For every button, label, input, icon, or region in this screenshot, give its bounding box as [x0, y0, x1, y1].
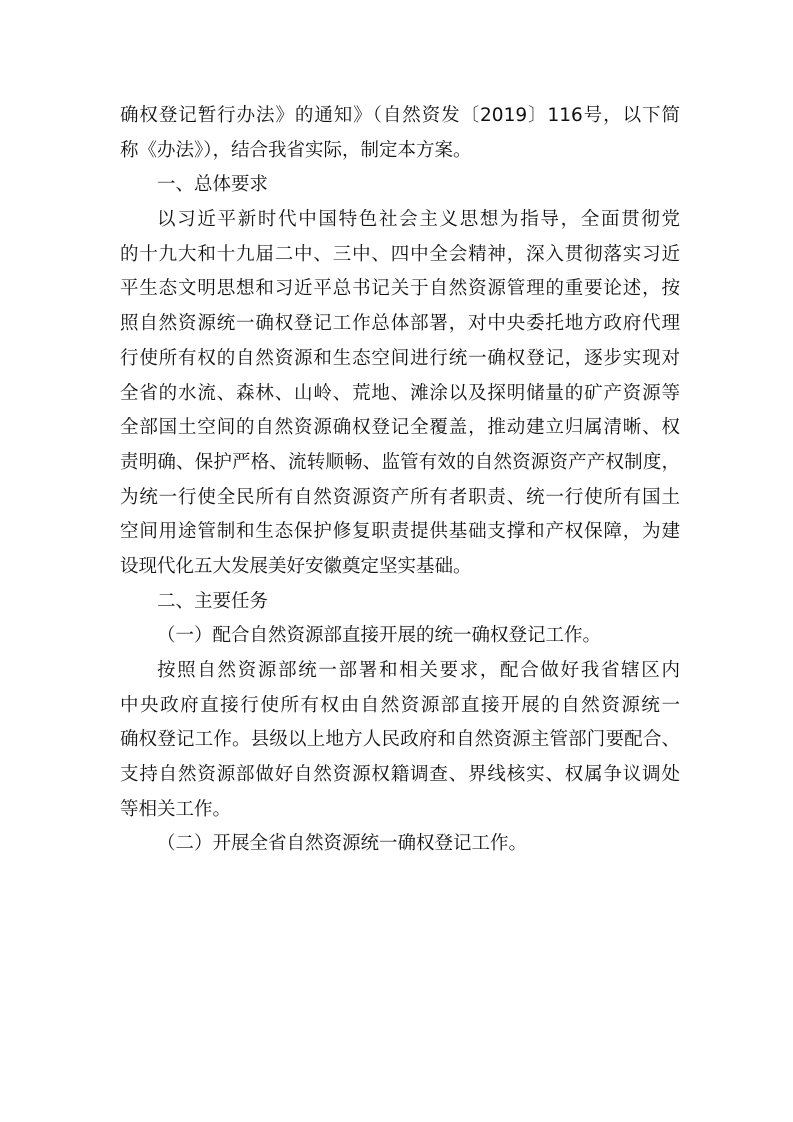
body-line: 确权登记暂行办法》的通知》（自然资发〔2019〕116号，以下简 [120, 105, 680, 126]
body-line: 为统一行使全民所有自然资源资产所有者职责、统一行使所有国土 [120, 486, 680, 508]
subsection-heading: （二）开展全省自然资源统一确权登记工作。 [157, 833, 528, 855]
body-line: 全部国土空间的自然资源确权登记全覆盖，推动建立归属清晰、权 [120, 417, 680, 439]
body-line: 确权登记工作。县级以上地方人民政府和自然资源主管部门要配合、 [120, 729, 680, 751]
body-line: 支持自然资源部做好自然资源权籍调查、界线核实、权属争议调处 [120, 764, 680, 786]
body-line: 平生态文明思想和习近平总书记关于自然资源管理的重要论述，按 [120, 278, 680, 300]
body-line: 的十九大和十九届二中、三中、四中全会精神，深入贯彻落实习近 [120, 243, 680, 265]
section-heading: 二、主要任务 [157, 590, 269, 612]
paragraph-first-line: 以习近平新时代中国特色社会主义思想为指导，全面贯彻党 [157, 209, 680, 231]
body-line: 全省的水流、森林、山岭、荒地、滩涂以及探明储量的矿产资源等 [120, 382, 680, 404]
body-line: 行使所有权的自然资源和生态空间进行统一确权登记，逐步实现对 [120, 347, 680, 369]
paragraph-first-line: 按照自然资源部统一部署和相关要求，配合做好我省辖区内 [157, 660, 680, 681]
body-line: 空间用途管制和生态保护修复职责提供基础支撑和产权保障，为建 [120, 521, 680, 543]
body-line: 责明确、保护严格、流转顺畅、监管有效的自然资源资产产权制度， [120, 451, 680, 473]
document-body [120, 99, 680, 862]
body-line: 称《办法》），结合我省实际，制定本方案。 [120, 139, 472, 161]
body-line: 设现代化五大发展美好安徽奠定坚实基础。 [120, 555, 472, 577]
section-heading: 一、总体要求 [157, 174, 269, 196]
body-line: 等相关工作。 [120, 798, 232, 820]
body-line: 照自然资源统一确权登记工作总体部署，对中央委托地方政府代理 [120, 313, 680, 335]
subsection-heading: （一）配合自然资源部直接开展的统一确权登记工作。 [157, 625, 602, 647]
body-line: 中央政府直接行使所有权由自然资源部直接开展的自然资源统一 [120, 694, 680, 716]
